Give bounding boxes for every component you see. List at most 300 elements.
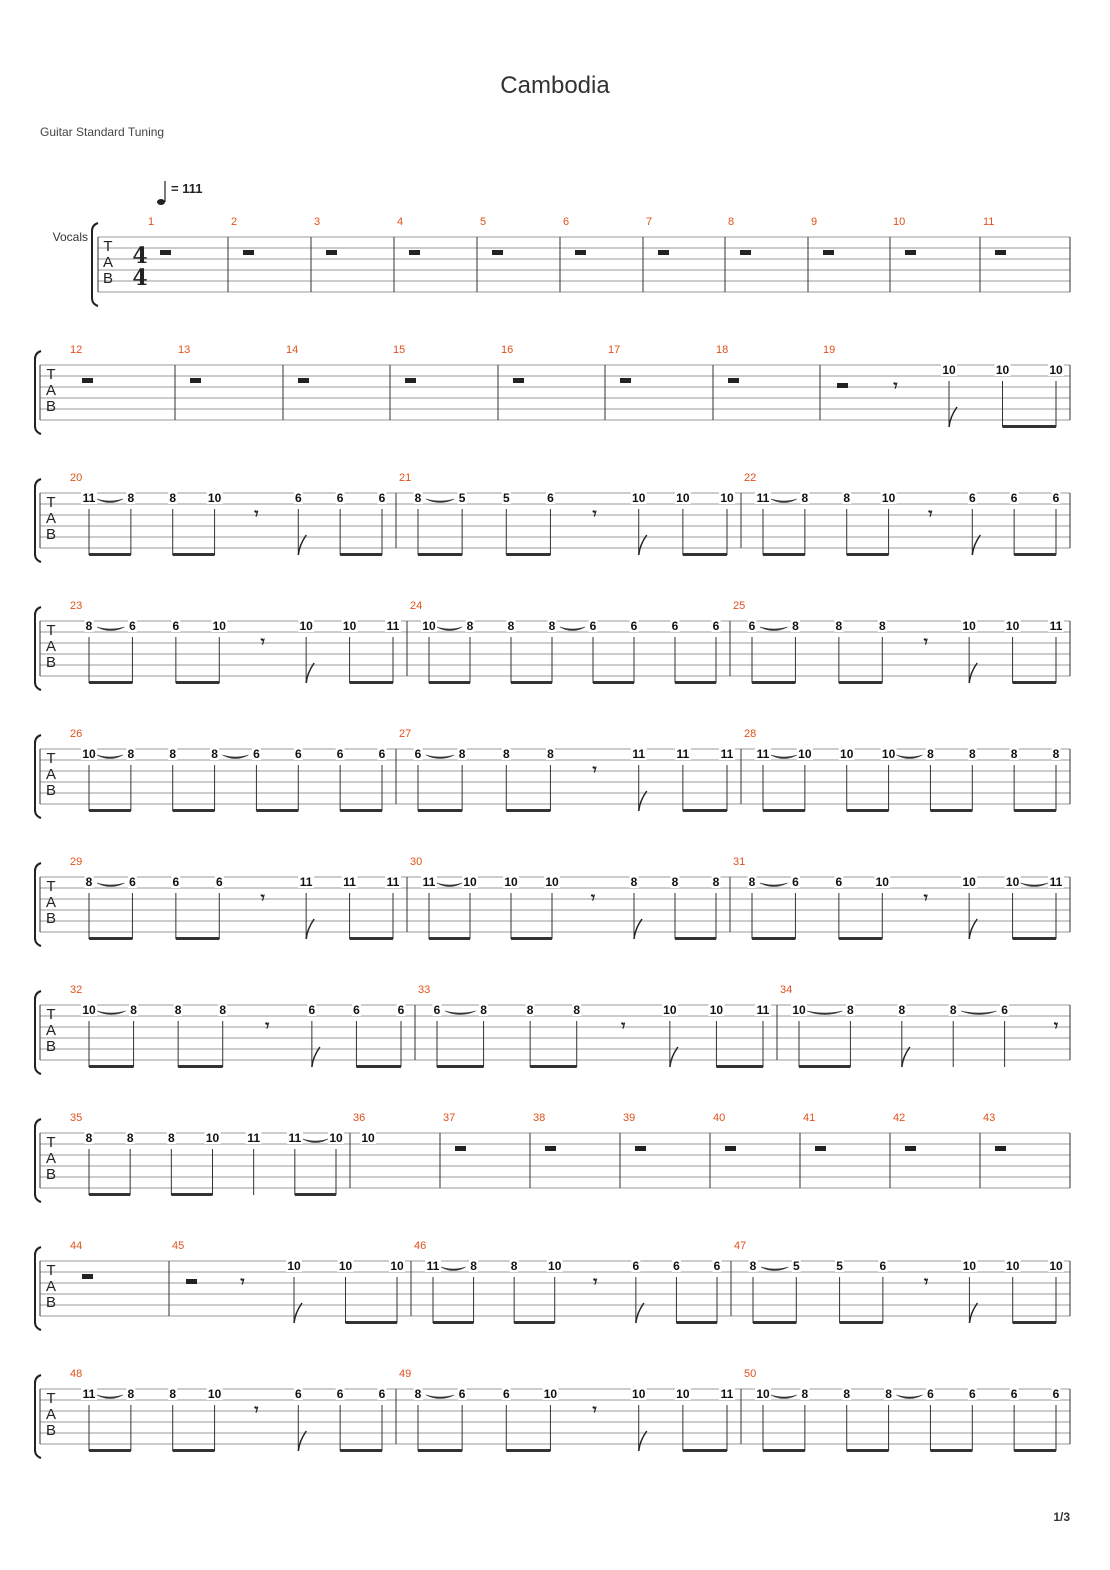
fret-number: 8 — [878, 619, 886, 633]
slur-tie — [97, 627, 124, 631]
fret-number: 6 — [458, 1387, 466, 1401]
bar-number: 15 — [393, 344, 406, 356]
fret-number: 6 — [129, 875, 136, 889]
bar-number: 35 — [70, 1112, 83, 1124]
fret-number: 6 — [294, 1387, 302, 1401]
fret-number: 10 — [962, 875, 976, 889]
note-beam — [178, 1065, 223, 1068]
slur-tie — [961, 1011, 996, 1015]
fret-number: 8 — [748, 875, 756, 889]
fret-number: 11 — [720, 1387, 734, 1401]
fret-number: 11 — [1049, 875, 1063, 889]
note-beam — [506, 1449, 550, 1452]
fret-number: 10 — [663, 1003, 677, 1017]
tab-system — [35, 1119, 1070, 1202]
tab-clef-letter: A — [45, 382, 57, 399]
slur-tie — [807, 1011, 842, 1015]
note-beam — [511, 681, 552, 684]
fret-number: 8 — [712, 875, 720, 889]
half-rest — [837, 383, 848, 388]
bar-number: 12 — [70, 344, 83, 356]
fret-number: 10 — [504, 875, 518, 889]
fret-number: 10 — [676, 1387, 690, 1401]
note-beam — [1013, 937, 1056, 940]
time-signature-top: 4 — [132, 243, 148, 269]
bar-number: 19 — [823, 344, 836, 356]
bar-number: 10 — [893, 216, 906, 228]
bar-number: 42 — [893, 1112, 906, 1124]
half-rest — [409, 250, 420, 255]
slur-tie — [760, 627, 787, 631]
tab-clef-letter: A — [45, 1406, 57, 1423]
bar-number: 2 — [231, 216, 238, 228]
half-rest — [635, 1146, 646, 1151]
note-beam — [683, 553, 727, 556]
tab-clef-letter: A — [45, 1150, 57, 1167]
fret-number: 6 — [1052, 491, 1060, 505]
eighth-rest: 𝄾 — [924, 1272, 929, 1291]
fret-number: 6 — [336, 747, 344, 761]
bar-number: 44 — [70, 1240, 83, 1252]
fret-number: 8 — [801, 491, 809, 505]
bar-number: 33 — [418, 984, 431, 996]
fret-number: 8 — [898, 1003, 906, 1017]
fret-number: 10 — [840, 747, 854, 761]
fret-number: 11 — [676, 747, 690, 761]
fret-number: 8 — [573, 1003, 581, 1017]
time-signature-bottom: 4 — [132, 265, 148, 291]
fret-number: 6 — [294, 747, 302, 761]
tab-clef-letter: T — [46, 1262, 56, 1279]
note-beam — [753, 1321, 796, 1324]
fret-number: 6 — [713, 1259, 721, 1273]
note-beam — [89, 553, 131, 556]
fret-number: 6 — [927, 1387, 934, 1401]
fret-number: 10 — [463, 875, 477, 889]
note-beam — [1014, 553, 1056, 556]
note-beam — [340, 809, 382, 812]
fret-number: 8 — [169, 491, 177, 505]
fret-number: 8 — [749, 1259, 757, 1273]
tab-clef-letter: T — [46, 1006, 56, 1023]
fret-number: 8 — [510, 1259, 518, 1273]
fret-number: 10 — [632, 491, 646, 505]
fret-number: 8 — [1052, 747, 1060, 761]
fret-number: 8 — [502, 747, 510, 761]
bar-number: 49 — [399, 1368, 412, 1380]
eighth-flag — [636, 1303, 644, 1323]
fret-number: 8 — [458, 747, 466, 761]
eighth-rest: 𝄾 — [260, 888, 265, 907]
eighth-rest: 𝄾 — [923, 888, 928, 907]
fret-number: 6 — [835, 875, 843, 889]
note-beam — [752, 681, 795, 684]
half-rest — [740, 250, 751, 255]
fret-number: 11 — [756, 491, 770, 505]
instrument-name: Vocals — [52, 230, 88, 244]
fret-number: 11 — [288, 1131, 302, 1145]
half-rest — [905, 1146, 916, 1151]
bar-number: 24 — [410, 600, 423, 612]
fret-number: 5 — [792, 1259, 800, 1273]
fret-number: 6 — [547, 491, 554, 505]
note-beam — [716, 1065, 763, 1068]
fret-number: 6 — [1010, 1387, 1018, 1401]
tempo-label: = 111 — [171, 181, 203, 196]
slur-tie — [97, 883, 124, 887]
fret-number: 8 — [174, 1003, 182, 1017]
fret-number: 10 — [756, 1387, 770, 1401]
note-beam — [847, 553, 889, 556]
fret-number: 8 — [85, 1131, 93, 1145]
fret-number: 8 — [885, 1387, 892, 1401]
fret-number: 6 — [589, 619, 597, 633]
note-beam — [930, 1449, 972, 1452]
tab-system — [92, 223, 1070, 306]
note-beam — [839, 937, 882, 940]
note-beam — [511, 937, 552, 940]
fret-number: 6 — [378, 491, 386, 505]
note-beam — [752, 937, 795, 940]
slur-tie — [303, 1139, 328, 1143]
note-beam — [799, 1065, 850, 1068]
note-beam — [356, 1065, 401, 1068]
bar-number: 26 — [70, 728, 83, 740]
tab-system — [35, 351, 1070, 434]
fret-number: 8 — [126, 1131, 134, 1145]
fret-number: 8 — [792, 619, 799, 633]
fret-number: 10 — [338, 1259, 353, 1273]
note-beam — [506, 809, 550, 812]
half-rest — [905, 250, 916, 255]
bar-number: 32 — [70, 984, 83, 996]
bar-number: 36 — [353, 1112, 366, 1124]
note-beam — [89, 1193, 130, 1196]
tab-clef-letter: B — [102, 270, 114, 287]
fret-number: 6 — [879, 1259, 887, 1273]
fret-number: 11 — [422, 875, 436, 889]
slur-tie — [97, 1395, 123, 1399]
fret-number: 6 — [129, 619, 136, 633]
fret-number: 10 — [1005, 619, 1020, 633]
eighth-rest: 𝄾 — [260, 632, 265, 651]
bar-number: 13 — [178, 344, 191, 356]
half-rest — [160, 250, 171, 255]
bar-number: 28 — [744, 728, 757, 740]
slur-tie — [771, 499, 797, 503]
eighth-flag — [902, 1047, 910, 1067]
fret-number: 8 — [526, 1003, 534, 1017]
fret-number: 8 — [801, 1387, 809, 1401]
fret-number: 10 — [1005, 875, 1020, 889]
fret-number: 8 — [630, 875, 638, 889]
quarter-note-icon — [157, 199, 165, 205]
eighth-flag — [969, 663, 977, 683]
fret-number: 10 — [287, 1259, 301, 1273]
half-rest — [545, 1146, 556, 1151]
fret-number: 8 — [548, 619, 556, 633]
slur-tie — [771, 755, 797, 759]
slur-tie — [437, 883, 462, 887]
note-beam — [676, 1321, 717, 1324]
fret-number: 8 — [127, 491, 135, 505]
half-rest — [658, 250, 669, 255]
half-rest — [405, 378, 416, 383]
slur-tie — [897, 1395, 923, 1399]
tab-clef-letter: A — [45, 766, 57, 783]
fret-number: 10 — [390, 1259, 404, 1273]
bar-number: 48 — [70, 1368, 83, 1380]
fret-number: 6 — [378, 747, 386, 761]
half-rest — [492, 250, 503, 255]
eighth-flag — [670, 1047, 678, 1067]
tuning-label: Guitar Standard Tuning — [40, 125, 165, 139]
half-rest — [823, 250, 834, 255]
eighth-flag — [969, 919, 977, 939]
note-beam — [1013, 1321, 1056, 1324]
half-rest — [995, 250, 1006, 255]
tab-clef-letter: B — [45, 1166, 57, 1183]
bar-number: 8 — [728, 216, 735, 228]
bar-number: 30 — [410, 856, 423, 868]
bar-number: 46 — [414, 1240, 427, 1252]
note-beam — [340, 553, 382, 556]
note-beam — [89, 681, 132, 684]
eighth-rest: 𝄾 — [923, 632, 928, 651]
fret-number: 6 — [502, 1387, 510, 1401]
bar-number: 4 — [397, 216, 404, 228]
slur-tie — [426, 755, 454, 759]
eighth-rest: 𝄾 — [254, 1400, 259, 1419]
slur-tie — [897, 755, 923, 759]
fret-number: 10 — [548, 1259, 562, 1273]
note-beam — [1003, 425, 1057, 428]
slur-tie — [771, 1395, 797, 1399]
fret-number: 5 — [458, 491, 466, 505]
eighth-rest: 𝄾 — [592, 760, 597, 779]
note-beam — [847, 809, 889, 812]
note-beam — [89, 1449, 131, 1452]
eighth-flag — [639, 1431, 647, 1451]
fret-number: 11 — [299, 875, 313, 889]
fret-number: 11 — [426, 1259, 440, 1273]
slur-tie — [441, 1267, 466, 1271]
note-beam — [675, 937, 716, 940]
fret-number: 8 — [85, 619, 93, 633]
slur-tie — [97, 755, 123, 759]
fret-number: 6 — [172, 875, 180, 889]
eighth-rest: 𝄾 — [928, 504, 933, 523]
note-beam — [1014, 809, 1056, 812]
half-rest — [575, 250, 586, 255]
fret-number: 8 — [167, 1131, 175, 1145]
fret-number: 11 — [756, 747, 770, 761]
fret-number: 6 — [433, 1003, 441, 1017]
fret-number: 6 — [1001, 1003, 1008, 1017]
fret-number: 6 — [748, 619, 756, 633]
eighth-flag — [639, 535, 647, 555]
eighth-flag — [312, 1047, 320, 1067]
note-beam — [1013, 681, 1056, 684]
half-rest — [298, 378, 309, 383]
fret-number: 6 — [712, 619, 720, 633]
eighth-rest: 𝄾 — [593, 1272, 598, 1291]
tab-clef-letter: B — [45, 1038, 57, 1055]
eighth-flag — [639, 791, 647, 811]
half-rest — [190, 378, 201, 383]
fret-number: 8 — [507, 619, 515, 633]
tab-clef-letter: B — [45, 910, 57, 927]
fret-number: 10 — [205, 1131, 220, 1145]
fret-number: 11 — [386, 619, 400, 633]
bar-number: 37 — [443, 1112, 456, 1124]
bar-number: 6 — [563, 216, 570, 228]
note-beam — [173, 809, 215, 812]
eighth-flag — [969, 1303, 977, 1323]
slur-tie — [97, 1011, 126, 1015]
half-rest — [243, 250, 254, 255]
tempo-marking — [157, 181, 202, 205]
eighth-rest: 𝄾 — [893, 376, 898, 395]
fret-number: 10 — [299, 619, 313, 633]
fret-number: 6 — [172, 619, 180, 633]
fret-number: 10 — [212, 619, 226, 633]
fret-number: 5 — [836, 1259, 843, 1273]
note-beam — [418, 1449, 462, 1452]
tab-clef-letter: A — [45, 1278, 57, 1295]
fret-number: 8 — [547, 747, 554, 761]
fret-number: 11 — [756, 1003, 770, 1017]
half-rest — [455, 1146, 466, 1151]
tab-clef-letter: T — [46, 1134, 56, 1151]
note-beam — [1014, 1449, 1056, 1452]
fret-number: 6 — [1052, 1387, 1060, 1401]
tab-clef-letter: T — [46, 1390, 56, 1407]
fret-number: 10 — [207, 1387, 222, 1401]
eighth-flag — [634, 919, 642, 939]
page-number: 1/3 — [1053, 1510, 1070, 1524]
note-beam — [350, 681, 393, 684]
fret-number: 10 — [342, 619, 357, 633]
note-beam — [176, 681, 219, 684]
fret-number: 10 — [207, 491, 222, 505]
slur-tie — [97, 499, 123, 503]
eighth-flag — [306, 919, 314, 939]
bar-number: 45 — [172, 1240, 185, 1252]
bar-number: 7 — [646, 216, 653, 228]
fret-number: 10 — [942, 363, 956, 377]
tab-clef-letter: T — [46, 878, 56, 895]
fret-number: 8 — [480, 1003, 487, 1017]
fret-number: 8 — [671, 875, 679, 889]
half-rest — [728, 378, 739, 383]
tab-clef-letter: T — [46, 622, 56, 639]
fret-number: 6 — [630, 619, 638, 633]
fret-number: 10 — [632, 1387, 646, 1401]
fret-number: 10 — [962, 1259, 977, 1273]
fret-number: 6 — [968, 1387, 976, 1401]
slur-tie — [445, 1011, 476, 1015]
bar-number: 21 — [399, 472, 412, 484]
fret-number: 11 — [247, 1131, 261, 1145]
fret-number: 10 — [1049, 363, 1063, 377]
fret-number: 11 — [343, 875, 356, 889]
bar-number: 50 — [744, 1368, 757, 1380]
tab-clef-letter: T — [46, 494, 56, 511]
note-beam — [89, 937, 132, 940]
note-beam — [683, 1449, 727, 1452]
fret-number: 10 — [709, 1003, 724, 1017]
fret-number: 10 — [881, 491, 896, 505]
fret-number: 8 — [470, 1259, 477, 1273]
fret-number: 8 — [1010, 747, 1018, 761]
eighth-flag — [298, 1431, 306, 1451]
note-beam — [847, 1449, 889, 1452]
eighth-rest: 𝄾 — [592, 504, 597, 523]
fret-number: 10 — [995, 363, 1010, 377]
note-beam — [840, 1321, 883, 1324]
fret-number: 8 — [127, 1387, 135, 1401]
bar-number: 29 — [70, 856, 83, 868]
eighth-flag — [972, 535, 980, 555]
note-beam — [763, 553, 805, 556]
fret-number: 8 — [466, 619, 474, 633]
fret-number: 10 — [1049, 1259, 1063, 1273]
note-beam — [173, 553, 215, 556]
tab-clef-letter: A — [45, 1022, 57, 1039]
fret-number: 6 — [673, 1259, 680, 1273]
fret-number: 10 — [82, 1003, 96, 1017]
tab-clef-letter: B — [45, 654, 57, 671]
fret-number: 8 — [968, 747, 976, 761]
slur-tie — [437, 627, 462, 631]
fret-number: 10 — [881, 747, 896, 761]
fret-number: 6 — [308, 1003, 316, 1017]
fret-number: 6 — [294, 491, 302, 505]
bar-number: 9 — [811, 216, 818, 228]
bar-number: 39 — [623, 1112, 636, 1124]
fret-number: 10 — [676, 491, 690, 505]
tab-clef-letter: B — [45, 526, 57, 543]
fret-number: 8 — [927, 747, 934, 761]
eighth-rest: 𝄾 — [240, 1272, 245, 1291]
song-title: Cambodia — [500, 72, 610, 99]
fret-number: 5 — [502, 491, 510, 505]
fret-number: 8 — [85, 875, 93, 889]
fret-number: 8 — [414, 491, 422, 505]
fret-number: 6 — [336, 1387, 344, 1401]
bar-number: 11 — [983, 216, 995, 228]
fret-number: 8 — [843, 491, 851, 505]
fret-number: 11 — [386, 875, 400, 889]
bar-number: 5 — [480, 216, 487, 228]
note-beam — [683, 809, 727, 812]
bar-number: 22 — [744, 472, 757, 484]
note-beam — [530, 1065, 577, 1068]
fret-number: 10 — [422, 619, 436, 633]
tab-clef-letter: A — [45, 510, 57, 527]
tab-clef-letter: B — [45, 1422, 57, 1439]
bar-number: 38 — [533, 1112, 546, 1124]
system-bracket — [92, 223, 98, 306]
fret-number: 8 — [169, 1387, 177, 1401]
bar-number: 1 — [148, 216, 155, 228]
note-beam — [295, 1193, 336, 1196]
bar-number: 23 — [70, 600, 83, 612]
tab-clef-letter: B — [45, 1294, 57, 1311]
fret-number: 6 — [253, 747, 260, 761]
half-rest — [513, 378, 524, 383]
